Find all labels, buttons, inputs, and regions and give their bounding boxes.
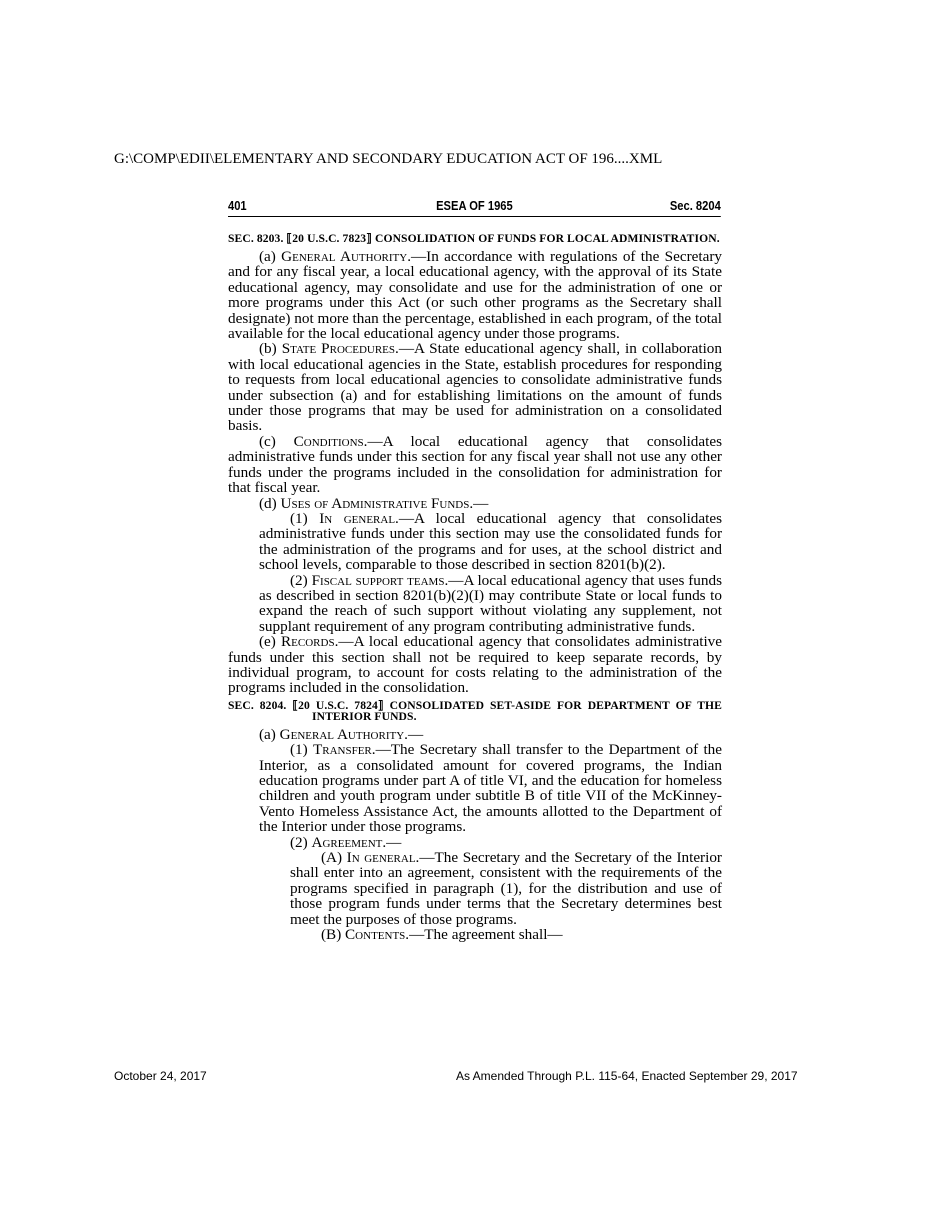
footer-date: October 24, 2017	[114, 1069, 207, 1083]
paragraph-8204-a-2-A: (A) In general.—The Secretary and the Secretary of the Interior shall enter into an agreement, consistent with the requirements of the programs specified in paragraph (1), for the distribution and use of those program funds under terms that the Secretary determines best meet the purposes of those programs.	[290, 849, 722, 928]
file-path: G:\COMP\EDII\ELEMENTARY AND SECONDARY EDUCATION ACT OF 196....XML	[114, 151, 663, 167]
caption: State Procedures	[281, 340, 396, 358]
caption: Agreement	[311, 833, 383, 851]
paragraph-8204-a: (a) General Authority.—	[259, 725, 424, 743]
caption: Contents	[345, 926, 406, 944]
caption: Records	[281, 633, 335, 651]
page-number: 401	[228, 198, 247, 213]
paragraph-8204-a-2: (2) Agreement.—	[290, 833, 402, 851]
caption: In general	[346, 849, 416, 867]
caption: In general	[319, 509, 396, 527]
act-title: ESEA OF 1965	[436, 198, 513, 213]
caption: General Authority	[279, 725, 405, 743]
paragraph-8203-d-1: (1) In general.—A local educational agency that consolidates administrative funds under this section may use the consolidated funds for the administration of the programs and for uses, at the school district and school levels, comparable to those described in section 8201(b)(2).	[259, 509, 723, 574]
paragraph-8203-a: (a) General Authority.—In accordance with regulations of the Secretary and for any fiscal year, a local educational agency, with the approval of its State educational agency, may consolidate and use for the administration of one or more programs under this Act (or such other programs as the Secretary shall designate) not more than the percentage, established in each program, of the total available for the local educational agency under those programs.	[228, 248, 722, 343]
caption: Uses of Administrative Funds	[280, 494, 470, 512]
paragraph-8203-c: (c) Conditions.—A local educational agency that consolidates administrative funds under this section for any fiscal year shall not use any other funds under the programs included in the consolidation for administration for that fiscal year.	[228, 432, 723, 497]
footer-amendment-note: As Amended Through P.L. 115-64, Enacted September 29, 2017	[456, 1069, 798, 1083]
document-page	[228, 198, 722, 942]
running-head	[228, 198, 721, 217]
caption: Transfer	[312, 741, 372, 759]
paragraph-8203-d-2: (2) Fiscal support teams.—A local educational agency that uses funds as described in section 8201(b)(2)(I) may contribute State or local funds to expand the reach of such support without violating any supplement, not supplant requirement of any program contributing administrative funds.	[259, 571, 722, 635]
paragraph-8203-e: (e) Records.—A local educational agency that consolidates administrative funds under this section shall not be required to keep separate records, by individual program, to account for costs relating to the administration of the programs included in the consolidation.	[228, 633, 723, 697]
paragraph-8203-b: (b) State Procedures.—A State educational agency shall, in collaboration with local educational agencies in the State, establish procedures for responding to requests from local educational agencies to consolidate administrative funds under subsection (a) and for establishing limitations on the amount of funds under those programs that may be used for administration on a consolidated basis.	[228, 340, 722, 435]
paragraph-8204-a-2-B: (B) Contents.—The agreement shall—	[321, 926, 563, 944]
caption: General Authority	[281, 248, 408, 265]
section-8203-heading: SEC. 8203. ⟦20 U.S.C. 7823⟧ CONSOLIDATION OF FUNDS FOR LOCAL ADMINISTRATION.	[228, 232, 720, 245]
caption: Fiscal support teams	[311, 571, 445, 589]
paragraph-8203-d: (d) Uses of Administrative Funds.—	[259, 494, 489, 512]
section-reference: Sec. 8204	[669, 198, 721, 213]
section-8204-heading: SEC. 8204. ⟦20 U.S.C. 7824⟧ CONSOLIDATED SET-ASIDE FOR DEPARTMENT OF THE INTERIOR FUNDS.	[228, 698, 722, 723]
caption: Conditions	[293, 432, 364, 450]
paragraph-8204-a-1: (1) Transfer.—The Secretary shall transfer to the Department of the Interior, as a consolidated amount for covered programs, the Indian education programs under part A of title VI, and the education for homeless children and youth program under subtitle B of title VII of the McKinney-Vento Homeless Assistance Act, the amounts allotted to the Department of the Interior under those programs.	[259, 741, 722, 836]
